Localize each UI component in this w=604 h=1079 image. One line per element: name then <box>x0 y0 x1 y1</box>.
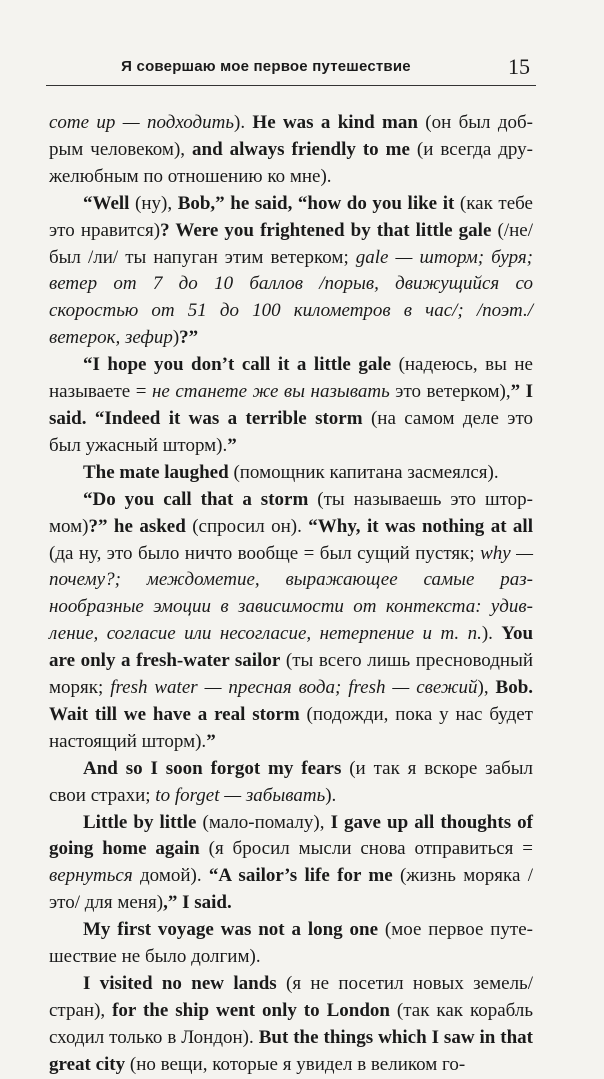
paragraph <box>49 110 533 191</box>
italic-note: why — почему?; междометие, выражающее самые раз-нообразные эмоции в зависимости от контекста: удив-ление, согласие или несогласие, нетерпение и т. п. <box>49 542 534 645</box>
translation-text: (ты всего лишь пресноводный моряк; <box>49 650 534 699</box>
english-text: “I hope you don’t call it a little gale <box>83 354 392 376</box>
english-text: ?” <box>179 327 199 349</box>
translation-text: ), <box>477 677 496 699</box>
translation-text: (так как корабль сходил только в Лондон). <box>49 999 533 1048</box>
english-text: Bob,” he said, “how do you like it <box>177 192 455 214</box>
translation-text: (спросил он). <box>185 515 309 537</box>
english-text: ?” he asked <box>88 515 186 537</box>
english-text: “Why, it was nothing at all <box>308 515 533 537</box>
english-text: ” <box>206 730 216 752</box>
english-text: Little by little <box>83 811 197 833</box>
english-text: ” I said. “Indeed it was a terrible storm <box>49 381 533 429</box>
english-text: Bob. Wait till we have a real storm <box>49 677 534 725</box>
page-number: 15 <box>508 54 530 79</box>
running-header <box>46 52 536 86</box>
translation-text: (мало-помалу), <box>196 811 331 833</box>
paragraph <box>49 487 533 756</box>
italic-note: fresh water — пресная вода; fresh — свежий <box>110 677 478 699</box>
translation-text: (я бросил мысли снова отправиться = <box>199 838 533 860</box>
english-text: “Well <box>83 192 130 214</box>
translation-text: (жизнь моряка /это/ для меня) <box>49 865 533 914</box>
header-divider <box>46 85 536 86</box>
italic-note: не станете же вы называть <box>151 381 390 403</box>
paragraph <box>49 917 533 971</box>
english-text: ” <box>227 434 237 456</box>
translation-text: (я не посетил новых земель/ стран), <box>49 973 533 1021</box>
translation-text: (и всегда дру-желюбным по отношению ко мне). <box>49 138 533 187</box>
translation-text: (он был доб-рым человеком), <box>49 112 533 160</box>
translation-text: (как тебе это нравится) <box>49 192 533 241</box>
english-text: “Do you call that a storm <box>83 488 309 510</box>
paragraph <box>49 352 533 460</box>
paragraph <box>49 756 533 810</box>
paragraph <box>49 460 533 487</box>
english-text: My first voyage was not a long one <box>83 919 379 941</box>
english-text: But the things which I saw in that great city <box>49 1026 533 1075</box>
translation-text: (/не/ был /ли/ ты напуган этим ветерком; <box>49 219 533 268</box>
english-text: ,” I said. <box>163 892 232 914</box>
translation-text: ) <box>172 327 180 349</box>
translation-text: ). <box>325 784 337 806</box>
paragraph <box>49 810 533 918</box>
english-text: I gave up all thoughts of going home again <box>49 811 533 860</box>
english-text: And so I soon forgot my fears <box>83 757 342 779</box>
translation-text: (надеюсь, вы не называете = <box>49 354 533 403</box>
translation-text: (и так я вскоре забыл свои страхи; <box>49 757 534 806</box>
translation-text: (да ну, это было ничто вообще = был сущий пустяк; <box>49 542 481 564</box>
translation-text: это ветерком), <box>389 381 511 403</box>
translation-text: (но вещи, которые я увидел в великом го- <box>125 1053 466 1075</box>
english-text: You are only a fresh-water sailor <box>49 623 534 672</box>
chapter-title: Я совершаю мое первое путешествие <box>121 58 411 75</box>
english-text: He was a kind man <box>252 112 418 133</box>
paragraph <box>49 971 533 1079</box>
english-text: and always friendly to me <box>192 138 410 160</box>
page-body <box>49 110 533 1079</box>
english-text: The mate laughed <box>83 461 229 483</box>
translation-text: (мое первое путе-шествие не было долгим). <box>49 919 533 968</box>
translation-text: (ты называешь это штор-мом) <box>49 488 534 537</box>
english-text: for the ship went only to London <box>112 999 390 1021</box>
translation-text: (ну), <box>129 192 178 214</box>
english-text: I visited no new lands <box>83 973 277 994</box>
translation-text: (на самом деле это был ужасный шторм). <box>49 407 533 456</box>
translation-text: домой). <box>132 865 209 887</box>
italic-note: come up — подходить <box>49 112 235 133</box>
italic-note: gale — шторм; буря; ветер от 7 до 10 баллов /порыв, движущийся со скоростью от 51 до 100 километров в час/; /поэт./ ветерок, зефир <box>49 246 533 349</box>
paragraph <box>49 191 533 352</box>
english-text: ? Were you frightened by that little gale <box>160 219 492 241</box>
translation-text: ). <box>481 623 502 645</box>
translation-text: (помощник капитана засмеялся). <box>228 461 499 483</box>
italic-note: to forget — забывать <box>155 784 326 806</box>
translation-text: (подожди, пока у нас будет настоящий шторм). <box>49 703 533 752</box>
translation-text: ). <box>234 112 253 133</box>
english-text: “A sailor’s life for me <box>208 865 393 887</box>
italic-note: вернуться <box>49 865 133 887</box>
